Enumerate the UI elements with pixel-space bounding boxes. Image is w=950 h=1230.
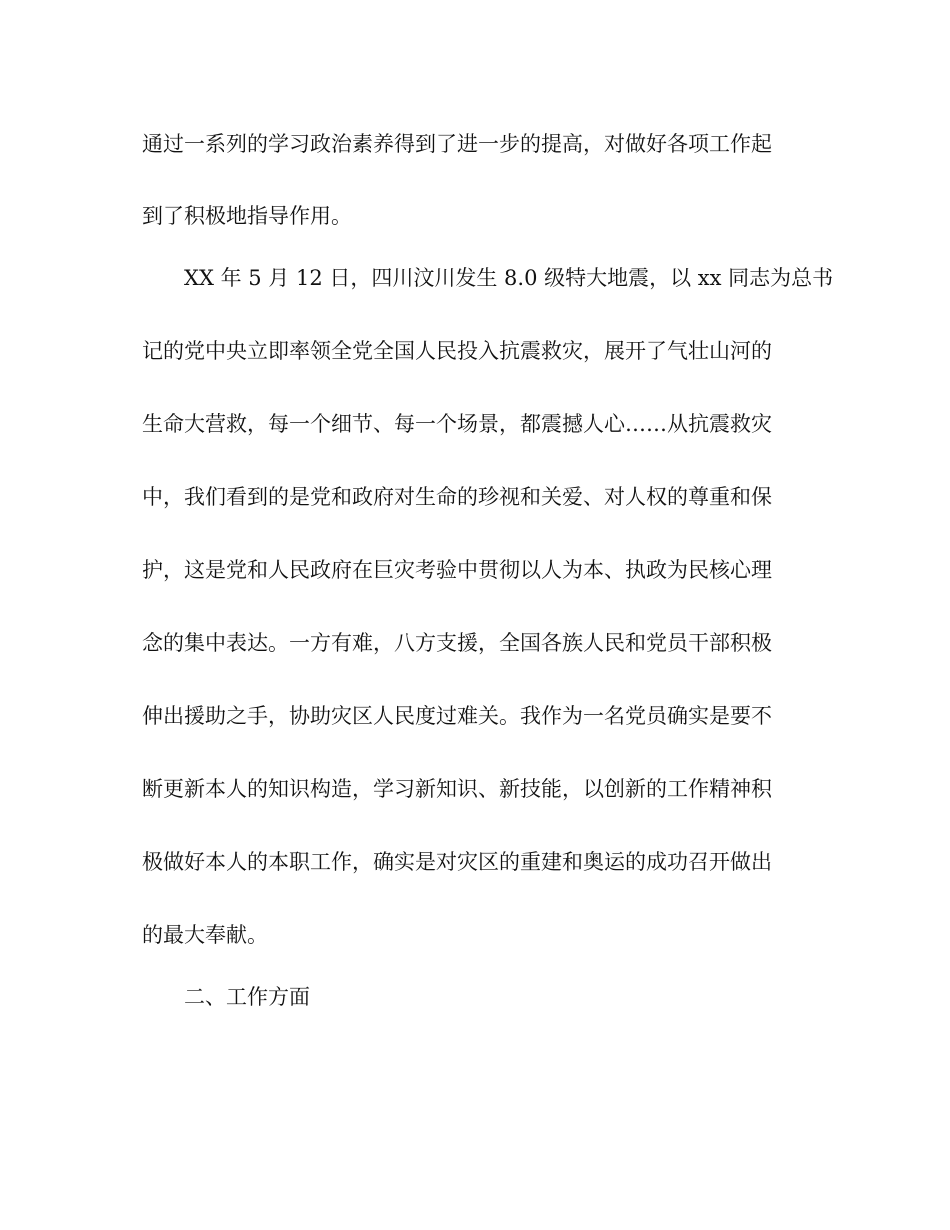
paragraph-line: 的最大奉献。 <box>142 923 268 947</box>
paragraph-line: 护，这是党和人民政府在巨灾考验中贯彻以人为本、执政为民核心理 <box>142 558 772 582</box>
paragraph-line: 通过一系列的学习政治素养得到了进一步的提高，对做好各项工作起 <box>142 132 772 156</box>
paragraph-line: 到了积极地指导作用。 <box>142 204 352 228</box>
paragraph-line: 念的集中表达。一方有难，八方支援，全国各族人民和党员干部积极 <box>142 631 772 655</box>
paragraph-line: 伸出援助之手，协助灾区人民度过难关。我作为一名党员确实是要不 <box>142 704 772 728</box>
paragraph-line: 断更新本人的知识构造，学习新知识、新技能，以创新的工作精神积 <box>142 777 772 801</box>
paragraph-line: 极做好本人的本职工作，确实是对灾区的重建和奥运的成功召开做出 <box>142 850 772 874</box>
paragraph-line: 记的党中央立即率领全党全国人民投入抗震救灾，展开了气壮山河的 <box>142 339 772 363</box>
paragraph-line: 中，我们看到的是党和政府对生命的珍视和关爱、对人权的尊重和保 <box>142 485 772 509</box>
paragraph-line: 生命大营救，每一个细节、每一个场景，都震撼人心……从抗震救灾 <box>142 412 772 436</box>
section-heading: 二、工作方面 <box>184 985 310 1009</box>
paragraph-line: XX 年 5 月 12 日，四川汶川发生 8.0 级特大地震，以 xx 同志为总书 <box>184 266 834 290</box>
